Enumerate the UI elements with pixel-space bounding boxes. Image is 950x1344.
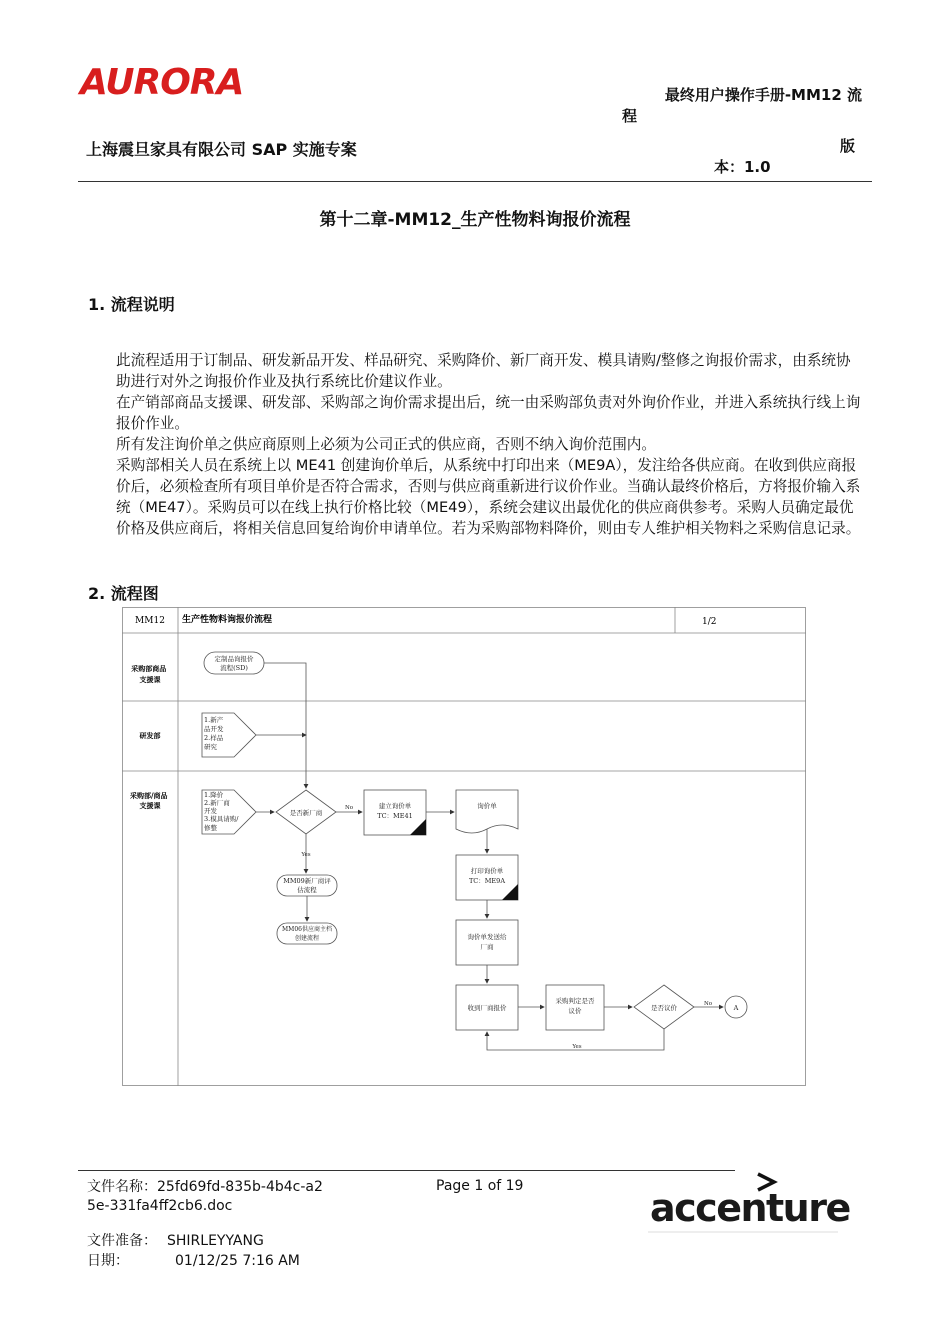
paragraph: 此流程适用于订制品、研发新品开发、样品研究、采购降价、新厂商开发、模具请购/整修之询报价需求，由系统协助进行对外之询报价作业及执行系统比价建议作业。 — [116, 352, 851, 390]
node-send-rfq-label: 询价单发送给厂商 — [467, 933, 507, 951]
paragraph: 在产销部商品支援课、研发部、采购部之询价需求提出后，统一由采购部负责对外询价作业，并进入系统执行线上询报价作业。 — [116, 394, 861, 432]
header-divider — [78, 181, 872, 182]
label-yes-2: Yes — [572, 1044, 582, 1050]
lane-label-rd: 研发部 — [139, 731, 161, 740]
lane-label-purchasing: 采购部/商品 支援课 — [130, 791, 168, 810]
lane-label-sales-support: 采购部商品 支援课 — [131, 664, 167, 684]
node-new-vendor-label: 是否新厂商 — [289, 809, 323, 817]
node-print-rfq-label: 打印询价单 TC：ME9A — [468, 867, 506, 885]
company-project: 上海震旦家具有限公司 SAP 实施专案 — [86, 140, 357, 159]
footer-page-info: Page 1 of 19 — [436, 1178, 524, 1194]
node-rfq-document — [456, 790, 518, 833]
footer-divider — [78, 1170, 735, 1171]
version-label — [700, 136, 855, 178]
label-no-2: No — [703, 1001, 713, 1007]
flowchart-title: 生产性物料询报价流程 — [182, 615, 273, 625]
section-heading-flowchart: 2. 流程图 — [88, 584, 159, 603]
node-sd-label: 定制品询报价流程(SD) — [214, 655, 254, 672]
node-mm09-label: MM09新厂商评估流程 — [283, 877, 331, 894]
date-label: 日期： — [87, 1253, 129, 1269]
footer-prepared-by — [87, 1232, 264, 1251]
accenture-wordmark: accenture — [650, 1186, 850, 1230]
node-rfq-doc-label: 询价单 — [477, 802, 497, 810]
date-value: 01/12/25 7:16 AM — [175, 1253, 300, 1269]
version-line2: 本：1.0 — [714, 158, 771, 176]
node-purchasing-label: 1.降价 2.新厂商开发 3.模具请购/修整 — [204, 791, 239, 832]
section-heading-process-description: 1. 流程说明 — [88, 295, 175, 314]
prepared-label: 文件准备： — [87, 1233, 157, 1249]
manual-title-line2: 程 — [622, 107, 638, 125]
label-no-1: No — [344, 805, 354, 811]
accenture-logo — [648, 1170, 850, 1238]
label-yes-1: Yes — [301, 852, 311, 858]
node-rd-label: 1.新产品开发 2.样品研究 — [204, 716, 224, 751]
paragraph: 采购部相关人员在系统上以 ME41 创建询价单后，从系统中打印出来（ME9A），发注给各供应商。在收到供应商报价后，必须检查所有项目单价是否符合需求，否则与供应商重新进行议价作业。当确认最终价格后，方将报价输入系统（ME47）。采购员可以在线上执行价格比较（ME49），系统会建议出最优化的供应商供参考。采购人员确定最优价格及供应商后，将相关信息回复给询价申请单位。若为采购部物料降价，则由专人维护相关物料之采购信息记录。 — [116, 457, 861, 537]
file-name-value: 25fd69fd-835b-4b4c-a25e-331fa4ff2cb6.doc — [87, 1179, 323, 1214]
node-negotiate-label: 是否议价 — [651, 1004, 677, 1012]
chapter-title: 第十二章-MM12_生产性物料询报价流程 — [319, 210, 631, 230]
manual-title-line1: 最终用户操作手册-MM12 流 — [664, 86, 862, 104]
manual-title — [622, 85, 862, 127]
connector-a-label: A — [733, 1004, 739, 1012]
flowchart-code: MM12 — [135, 616, 165, 626]
flowchart-page: 1/2 — [702, 617, 717, 627]
paragraph: 所有发注询价单之供应商原则上必须为公司正式的供应商，否则不纳入询价范围内。 — [116, 436, 656, 453]
file-label: 文件名称： — [87, 1179, 157, 1195]
footer-file-name — [87, 1178, 327, 1216]
node-create-rfq-label: 建立询价单 TC：ME41 — [377, 802, 413, 820]
node-mm06-label: MM06供应商主档创建流程 — [282, 926, 332, 942]
process-description — [116, 350, 861, 539]
flowchart — [122, 607, 808, 1089]
aurora-logo: AURORA — [80, 62, 244, 103]
prepared-value: SHIRLEYYANG — [167, 1233, 264, 1249]
footer-date — [87, 1252, 300, 1271]
node-judge-label: 采购判定是否议价 — [555, 997, 595, 1015]
version-line1: 版 — [839, 137, 855, 155]
node-receive-quote-label: 收到厂商报价 — [467, 1004, 507, 1012]
